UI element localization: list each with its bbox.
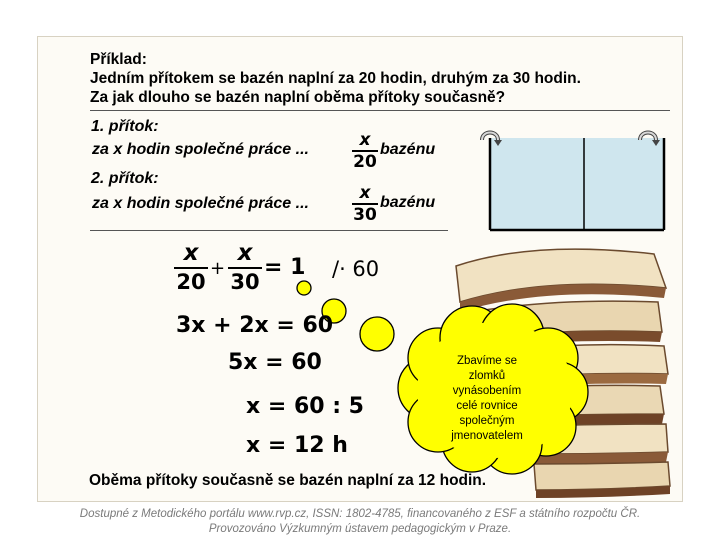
bubble-line: společným xyxy=(459,415,515,427)
eq1-frac1-numerator: x xyxy=(183,240,199,266)
pool-water xyxy=(490,138,664,230)
inflow-divider xyxy=(90,230,448,231)
inflow1-heading: 1. přítok: xyxy=(91,118,159,135)
task-line-1: Jedním přítokem se bazén naplní za 20 hodin, druhým za 30 hodin. xyxy=(90,70,581,87)
answer-text: Oběma přítoky současně se bazén naplní za 12 hodin. xyxy=(89,472,487,489)
thought-dot-large xyxy=(360,317,394,351)
thought-dot-small xyxy=(297,281,311,295)
eq1-rhs: = 1 xyxy=(264,255,306,280)
task-title: Příklad: xyxy=(90,51,147,68)
eq1-fraction-2 xyxy=(228,240,262,294)
fraction-bar xyxy=(174,267,208,269)
bubble-line: vynásobením xyxy=(452,385,522,397)
eq1-frac2-numerator: x xyxy=(237,240,253,266)
bubble-line: zlomků xyxy=(468,370,506,382)
eq3: 5x = 60 xyxy=(228,350,322,375)
bubble-line: Zbavíme se xyxy=(456,355,518,367)
inflow1-unit: bazénu xyxy=(380,141,436,158)
task-text xyxy=(90,50,675,107)
inflow2-expression: za x hodin společné práce ... xyxy=(92,195,309,212)
footer-credits xyxy=(0,507,720,537)
eq5: x = 12 h xyxy=(246,433,348,458)
inflow1-fraction xyxy=(352,131,378,171)
eq4: x = 60 : 5 xyxy=(246,394,364,419)
inflow2-numerator: x xyxy=(359,183,371,203)
inflow2-fraction xyxy=(352,184,378,224)
eq1-fraction-1 xyxy=(174,240,208,294)
task-line-2: Za jak dlouho se bazén naplní oběma přítoky současně? xyxy=(90,89,506,106)
inflow2-unit: bazénu xyxy=(380,194,436,211)
footer-line-1: Dostupné z Metodického portálu www.rvp.cz, ISSN: 1802-4785, financovaného z ESF a státního rozpočtu ČR. xyxy=(79,508,641,520)
eq1-frac1-denominator: 20 xyxy=(176,269,206,294)
fraction-bar xyxy=(228,267,262,269)
eq2: 3x + 2x = 60 xyxy=(176,313,334,338)
eq1-frac2-denominator: 30 xyxy=(230,269,260,294)
inflow1-expression: za x hodin společné práce ... xyxy=(92,141,309,158)
inflow1-numerator: x xyxy=(359,130,371,150)
footer-line-2: Provozováno Výzkumným ústavem pedagogickým v Praze. xyxy=(208,523,512,535)
bubble-line: jmenovatelem xyxy=(451,430,523,442)
bubble-line: celé rovnice xyxy=(456,400,518,412)
eq1-multiplier: /· 60 xyxy=(332,257,380,281)
thought-bubble-text xyxy=(432,354,542,444)
inflow1-denominator: 20 xyxy=(353,151,377,172)
eq1-plus: + xyxy=(210,258,226,279)
inflow2-denominator: 30 xyxy=(353,204,377,225)
task-divider xyxy=(90,110,670,111)
inflow2-heading: 2. přítok: xyxy=(91,170,159,187)
pool-illustration xyxy=(478,128,678,234)
